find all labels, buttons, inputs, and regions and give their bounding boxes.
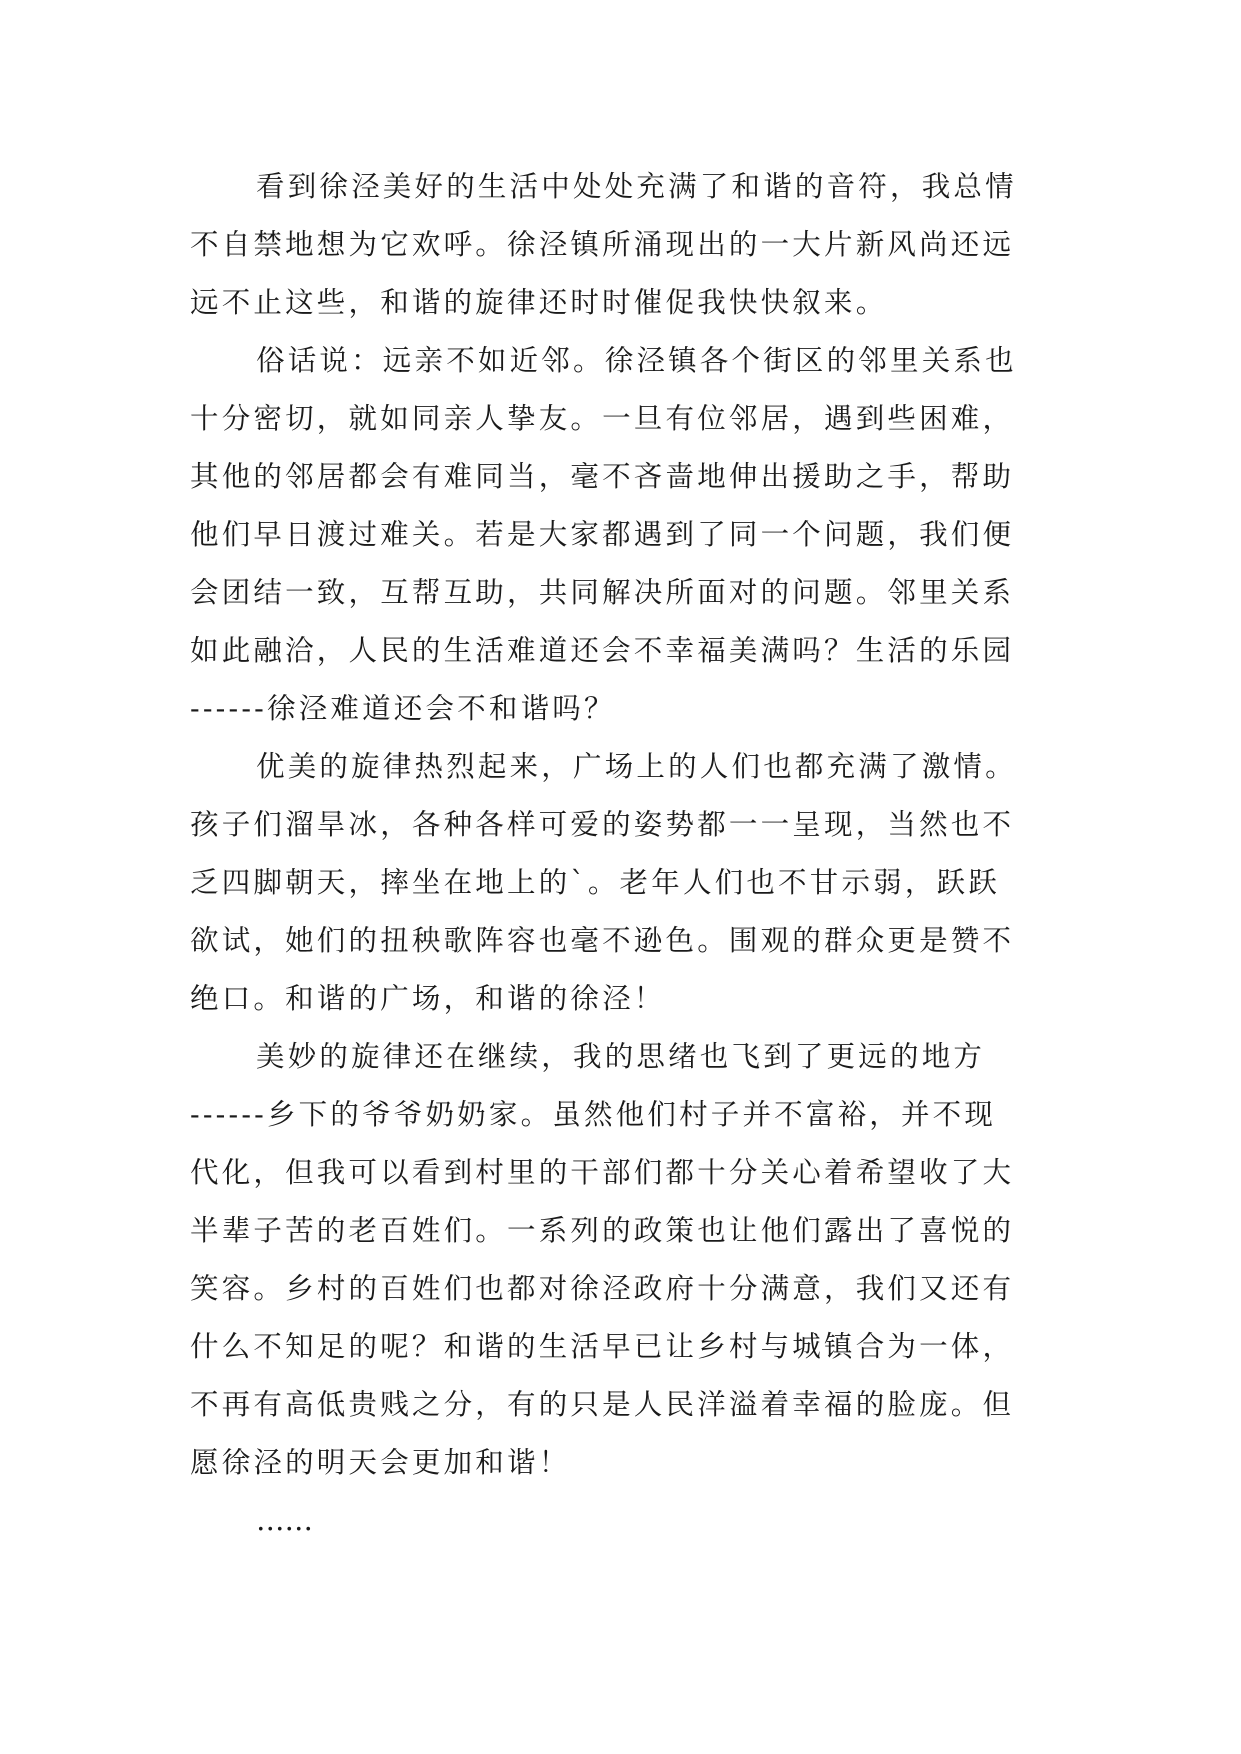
text-line: 孩子们溜旱冰，各种各样可爱的姿势都一一呈现，当然也不 [190,808,1015,841]
text-line: 愿徐泾的明天会更加和谐！ [190,1446,571,1479]
text-line: 乏四脚朝天，摔坐在地上的`。老年人们也不甘示弱，跃跃 [190,866,1000,899]
text-line: 看到徐泾美好的生活中处处充满了和谐的音符，我总情 [256,170,1017,203]
text-line: 俗话说：远亲不如近邻。徐泾镇各个街区的邻里关系也 [256,344,1017,377]
text-line: 什么不知足的呢？和谐的生活早已让乡村与城镇合为一体， [190,1330,1015,1363]
text-line: 会团结一致，互帮互助，共同解决所面对的问题。邻里关系 [190,576,1015,609]
text-line: 绝口。和谐的广场，和谐的徐泾！ [190,982,666,1015]
ellipsis: …… [256,1504,313,1537]
text-line: 不自禁地想为它欢呼。徐泾镇所涌现出的一大片新风尚还远 [190,228,1015,261]
text-line: 笑容。乡村的百姓们也都对徐泾政府十分满意，我们又还有 [190,1272,1015,1305]
text-line: 不再有高低贵贱之分，有的只是人民洋溢着幸福的脸庞。但 [190,1388,1015,1421]
text-line: 欲试，她们的扭秧歌阵容也毫不逊色。围观的群众更是赞不 [190,924,1015,957]
text-line: ------徐泾难道还会不和谐吗？ [190,692,616,725]
text-line: 优美的旋律热烈起来，广场上的人们也都充满了激情。 [256,750,1017,783]
text-line: 代化，但我可以看到村里的干部们都十分关心着希望收了大 [190,1156,1015,1189]
document-body [190,158,1050,1550]
text-line: 其他的邻居都会有难同当，毫不吝啬地伸出援助之手，帮助 [190,460,1015,493]
text-line: ------乡下的爷爷奶奶家。虽然他们村子并不富裕，并不现 [190,1098,997,1131]
text-line: 他们早日渡过难关。若是大家都遇到了同一个问题，我们便 [190,518,1015,551]
text-line: 如此融洽，人民的生活难道还会不幸福美满吗？生活的乐园 [190,634,1015,667]
text-line: 十分密切，就如同亲人挚友。一旦有位邻居，遇到些困难， [190,402,1015,435]
text-line: 半辈子苦的老百姓们。一系列的政策也让他们露出了喜悦的 [190,1214,1015,1247]
text-line: 远不止这些，和谐的旋律还时时催促我快快叙来。 [190,286,888,319]
text-line: 美妙的旋律还在继续，我的思绪也飞到了更远的地方 [256,1040,986,1073]
